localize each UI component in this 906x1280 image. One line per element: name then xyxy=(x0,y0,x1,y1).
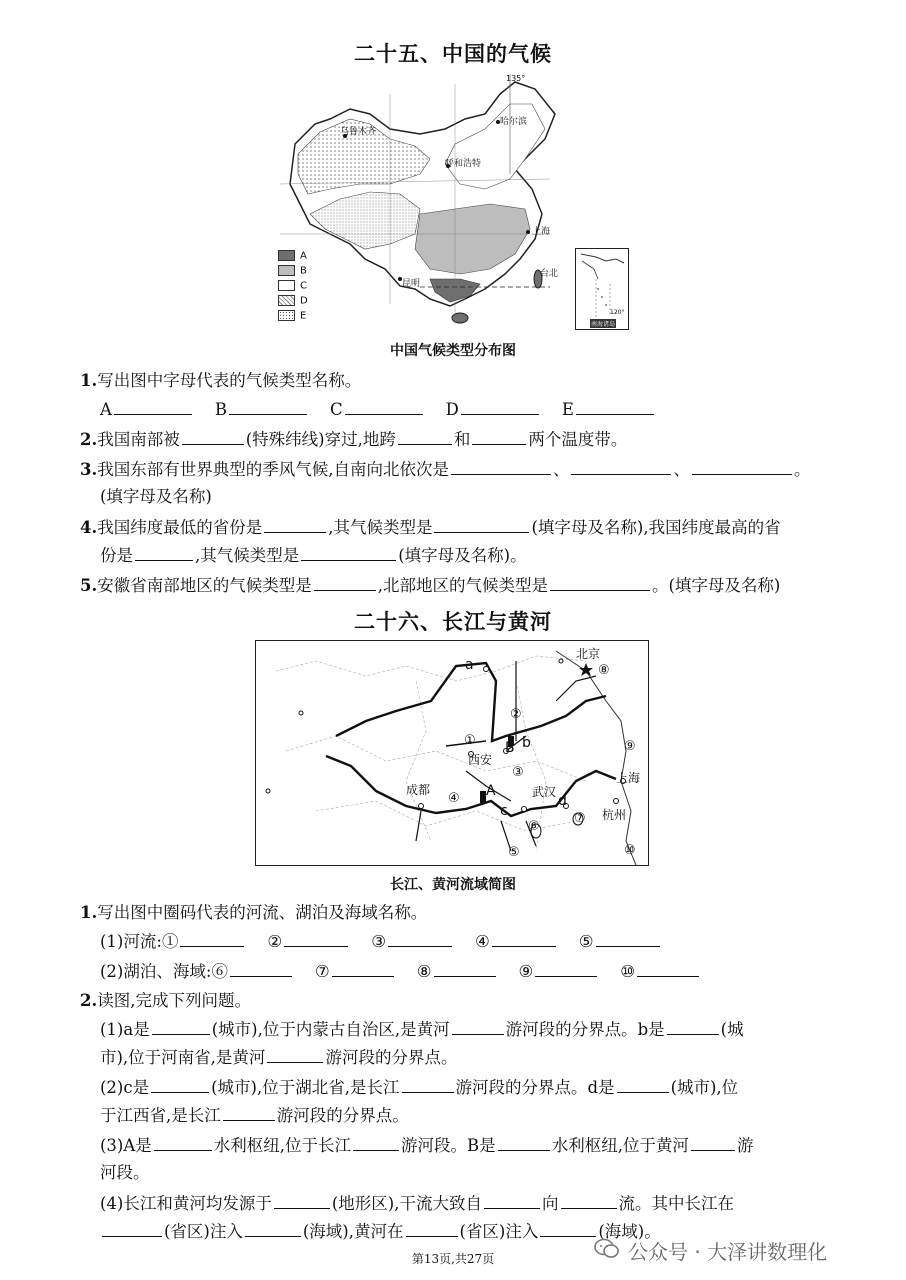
s2-q2-3: (3)A是 水利枢纽,位于长江 游河段。B是 水利枢纽,位于黄河 游 xyxy=(100,1136,754,1155)
s2-q2-1-line2: 市),位于河南省,是黄河 游河段的分界点。 xyxy=(100,1048,458,1067)
answer-blank[interactable] xyxy=(434,516,529,533)
label-shanghai: 上海 xyxy=(532,227,551,237)
answer-blank-b[interactable] xyxy=(229,398,307,415)
answer-blank[interactable] xyxy=(484,1192,540,1209)
label-d: d xyxy=(558,793,567,809)
label-n2: ② xyxy=(510,707,522,722)
answer-blank[interactable] xyxy=(617,1076,669,1093)
answer-blank-c[interactable] xyxy=(345,398,423,415)
label-n7: ⑦ xyxy=(574,811,586,826)
label-n6: ⑥ xyxy=(528,819,540,834)
s2-q2-2: (2)c是 (城市),位于湖北省,是长江 游河段的分界点。d是 (城市),位 xyxy=(100,1078,739,1097)
label-hangzhou: 杭州 xyxy=(602,808,627,822)
s1-q5: 5.安徽省南部地区的气候类型是 ,北部地区的气候类型是 。(填字母及名称) xyxy=(80,576,781,595)
answer-blank[interactable] xyxy=(245,1220,301,1237)
answer-blank[interactable] xyxy=(692,458,792,475)
label-n8: ⑧ xyxy=(598,663,610,678)
answer-blank[interactable] xyxy=(264,516,326,533)
answer-blank[interactable] xyxy=(498,1134,550,1151)
answer-blank[interactable] xyxy=(314,574,376,591)
river-map-caption: 长江、黄河流域简图 xyxy=(390,877,516,893)
legend-swatch-e xyxy=(278,310,295,321)
answer-blank[interactable] xyxy=(135,544,193,561)
s2-q1-rivers: (1)河流:① ② ③ ④ ⑤ xyxy=(100,930,662,953)
answer-blank[interactable] xyxy=(398,428,452,445)
yellow-river xyxy=(336,663,606,741)
label-n5: ⑤ xyxy=(508,845,520,860)
answer-blank[interactable] xyxy=(301,544,396,561)
south-china-sea-inset xyxy=(575,248,629,330)
answer-blank[interactable] xyxy=(152,1018,210,1035)
legend-label-a: A xyxy=(300,250,307,262)
answer-blank[interactable] xyxy=(472,428,526,445)
legend-label-b: B xyxy=(300,265,307,277)
s2-q2-3-line2: 河段。 xyxy=(100,1163,150,1182)
climate-legend xyxy=(278,250,338,330)
watermark xyxy=(594,1234,894,1264)
s2-q2-2-line2: 于江西省,是长江 游河段的分界点。 xyxy=(100,1106,409,1125)
answer-blank[interactable] xyxy=(452,1018,504,1035)
answer-blank[interactable] xyxy=(596,930,660,947)
label-beijing: 北京 xyxy=(576,647,601,661)
answer-blank-e[interactable] xyxy=(576,398,654,415)
answer-blank[interactable] xyxy=(388,930,452,947)
answer-blank[interactable] xyxy=(571,458,671,475)
label-n1: ① xyxy=(464,733,476,748)
s2-q1: 1.写出图中圈码代表的河流、湖泊及海域名称。 xyxy=(80,903,428,922)
label-urumqi: 乌鲁木齐 xyxy=(340,127,377,137)
label-b: b xyxy=(522,735,531,751)
s2-q2-1: (1)a是 (城市),位于内蒙古自治区,是黄河 游河段的分界点。b是 (城 xyxy=(100,1020,744,1039)
label-kunming: 昆明 xyxy=(402,279,421,289)
answer-blank[interactable] xyxy=(691,1134,735,1151)
answer-blank[interactable] xyxy=(230,960,292,977)
legend-swatch-b xyxy=(278,265,295,276)
answer-blank-a[interactable] xyxy=(114,398,192,415)
s2-q2-4: (4)长江和黄河均发源于 (地形区),干流大致自 向 流。其中长江在 xyxy=(100,1194,734,1213)
s1-q3: 3.我国东部有世界典型的季风气候,自南向北依次是 、 、 。 xyxy=(80,460,811,479)
answer-blank[interactable] xyxy=(402,1076,454,1093)
label-c: c xyxy=(500,803,508,819)
legend-label-c: C xyxy=(300,280,307,292)
hainan xyxy=(452,313,468,323)
answer-blank[interactable] xyxy=(535,960,597,977)
label-n10: ⑩ xyxy=(624,843,636,858)
answer-blank[interactable] xyxy=(151,1076,209,1093)
answer-blank[interactable] xyxy=(406,1220,458,1237)
answer-blank[interactable] xyxy=(540,1220,596,1237)
s2-q1-lakes: (2)湖泊、海域:⑥ ⑦ ⑧ ⑨ ⑩ xyxy=(100,960,701,983)
label-lon135: 135° xyxy=(506,74,526,83)
label-n4: ④ xyxy=(448,791,460,806)
answer-blank[interactable] xyxy=(180,930,244,947)
s1-q4: 4.我国纬度最低的省份是 ,其气候类型是 (填字母及名称),我国纬度最高的省 xyxy=(80,518,781,537)
label-wuhan: 武汉 xyxy=(532,785,557,799)
inset-tag: 南海诸岛 xyxy=(591,321,616,328)
answer-blank[interactable] xyxy=(223,1104,275,1121)
answer-blank[interactable] xyxy=(353,1134,399,1151)
inset-svg xyxy=(576,249,628,329)
label-xian: 西安 xyxy=(468,753,493,767)
answer-blank[interactable] xyxy=(284,930,348,947)
section-title-rivers: 二十六、长江与黄河 xyxy=(354,610,552,634)
label-a: a xyxy=(465,657,474,673)
s1-q1: 1.写出图中字母代表的气候类型名称。 xyxy=(80,371,362,390)
answer-blank[interactable] xyxy=(267,1046,323,1063)
answer-blank-d[interactable] xyxy=(461,398,539,415)
answer-blank[interactable] xyxy=(102,1220,162,1237)
label-harbin: 哈尔滨 xyxy=(500,117,528,127)
answer-blank[interactable] xyxy=(434,960,496,977)
label-n3: ③ xyxy=(512,765,524,780)
river-basin-map xyxy=(255,640,649,866)
answer-blank[interactable] xyxy=(667,1018,719,1035)
section-title-climate: 二十五、中国的气候 xyxy=(354,42,552,66)
label-n9: ⑨ xyxy=(624,739,636,754)
inset-lon-label: 120° xyxy=(610,309,625,316)
legend-swatch-d xyxy=(278,295,295,306)
legend-label-d: D xyxy=(300,295,308,307)
page-number: 第13页,共27页 xyxy=(411,1252,495,1266)
answer-blank[interactable] xyxy=(182,428,244,445)
answer-blank[interactable] xyxy=(561,1192,617,1209)
legend-label-e: E xyxy=(300,310,307,322)
legend-swatch-c xyxy=(278,280,295,291)
label-B: B xyxy=(505,740,515,756)
label-shanghai-2: 上海 xyxy=(616,771,641,785)
s1-q1-blanks: A B C D E xyxy=(100,398,656,421)
answer-blank[interactable] xyxy=(451,458,551,475)
label-hohhot: 呼和浩特 xyxy=(445,159,482,169)
answer-blank[interactable] xyxy=(550,574,650,591)
river-map-svg xyxy=(256,641,648,865)
legend-swatch-a xyxy=(278,250,295,261)
answer-blank[interactable] xyxy=(332,960,394,977)
label-taipei: 台北 xyxy=(540,269,559,279)
climate-map-caption: 中国气候类型分布图 xyxy=(390,343,516,359)
s1-q2: 2.我国南部被 (特殊纬线)穿过,地跨 和 两个温度带。 xyxy=(80,430,628,449)
label-A: A xyxy=(486,783,496,799)
s1-q3-line2: (填字母及名称) xyxy=(100,487,212,506)
s2-q2: 2.读图,完成下列问题。 xyxy=(80,991,251,1010)
answer-blank[interactable] xyxy=(154,1134,212,1151)
answer-blank[interactable] xyxy=(492,930,556,947)
s2-q2-4-line2: (省区)注入 (海域),黄河在 (省区)注入 (海域)。 xyxy=(100,1220,661,1243)
answer-blank[interactable] xyxy=(637,960,699,977)
label-chengdu: 成都 xyxy=(406,783,431,797)
watermark-text: 公众号 · 大泽讲数理化 xyxy=(628,1240,828,1264)
answer-blank[interactable] xyxy=(274,1192,330,1209)
s1-q4-line2: 份是 ,其气候类型是 (填字母及名称)。 xyxy=(100,546,527,565)
wechat-icon xyxy=(594,1237,620,1261)
